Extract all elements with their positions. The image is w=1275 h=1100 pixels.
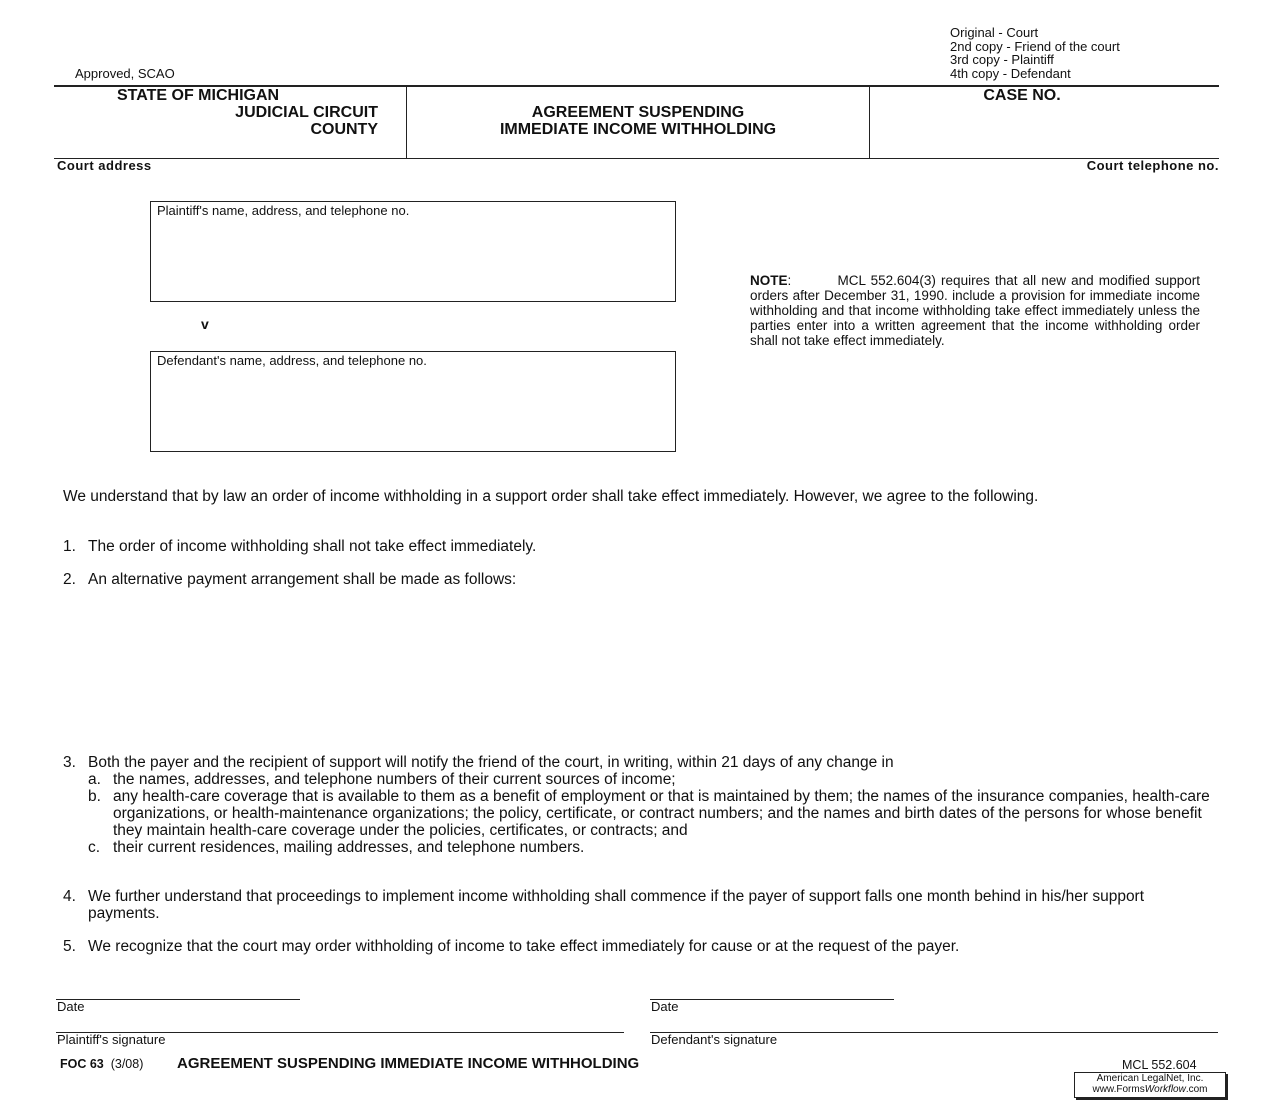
item-3a-text: the names, addresses, and telephone numbers of their current sources of income; — [113, 771, 676, 788]
note-label: NOTE — [750, 273, 788, 288]
date-right-label: Date — [651, 999, 679, 1014]
form-title — [407, 104, 869, 138]
item-3-text: Both the payer and the recipient of support will notify the friend of the court, in writing, within 21 days of any change in — [88, 754, 894, 771]
form-title-line1: AGREEMENT SUSPENDING — [531, 104, 745, 121]
approved-scao: Approved, SCAO — [75, 66, 175, 81]
footer-form-id — [60, 1057, 143, 1071]
form-number: FOC 63 — [60, 1057, 104, 1071]
state-label: STATE OF MICHIGAN — [117, 87, 280, 104]
item-5-number: 5. — [63, 938, 76, 955]
date-left-line[interactable] — [56, 999, 300, 1000]
copy-original: Original - Court — [950, 25, 1039, 40]
plaintiff-box-label: Plaintiff's name, address, and telephone no. — [157, 203, 410, 218]
court-telephone-label: Court telephone no. — [1086, 158, 1219, 173]
case-no-label: CASE NO. — [983, 87, 1061, 104]
copy-3rd: 3rd copy - Plaintiff — [950, 52, 1054, 67]
header-bottom-rule — [54, 158, 1219, 159]
item-3c-text: their current residences, mailing addresses, and telephone numbers. — [113, 839, 585, 856]
item-1-text: The order of income withholding shall not take effect immediately. — [88, 538, 537, 555]
intro-paragraph: We understand that by law an order of income withholding in a support order shall take effect immediately. However, we agree to the following. — [63, 488, 1039, 505]
court-address-label: Court address — [57, 158, 152, 173]
copy-4th: 4th copy - Defendant — [950, 65, 1071, 81]
item-5 — [63, 938, 1233, 955]
form-revision: (3/08) — [110, 1057, 144, 1071]
alternative-arrangement-area[interactable] — [88, 592, 1208, 742]
item-2-text: An alternative payment arrangement shall be made as follows: — [88, 571, 517, 588]
badge-url: www.FormsWorkflow.com — [1092, 1084, 1208, 1095]
copy-distribution — [950, 26, 1120, 80]
item-3c-letter: c. — [88, 839, 101, 856]
item-4-number: 4. — [63, 888, 76, 905]
item-1 — [63, 538, 1213, 555]
defendant-box-label: Defendant's name, address, and telephone no. — [157, 353, 427, 368]
circuit-label: JUDICIAL CIRCUIT — [235, 104, 378, 121]
item-3a-letter: a. — [88, 771, 101, 788]
court-block — [60, 87, 378, 138]
item-3b-letter: b. — [88, 788, 101, 805]
badge-company: American LegalNet, Inc. — [1096, 1073, 1204, 1084]
item-5-text: We recognize that the court may order withholding of income to take effect immediately for cause or at the request of the payer. — [88, 938, 960, 955]
item-2 — [63, 571, 1213, 588]
versus-label: v — [201, 316, 209, 332]
item-3-number: 3. — [63, 754, 76, 771]
date-right-line[interactable] — [650, 999, 894, 1000]
item-4-text: We further understand that proceedings to implement income withholding shall commence if the payer of support falls one month behind in his/her support payments. — [88, 888, 1145, 922]
form-title-line2: IMMEDIATE INCOME WITHHOLDING — [499, 121, 777, 138]
note-block: NOTE: MCL 552.604(3) requires that all new and modified support orders after December 31, 1990. include a provision for immediate income withholding and that income withholding take effect immediately unless the parties enter into a written agreement that the income withholding order shall not take effect immediately. — [750, 273, 1200, 348]
footer-title: AGREEMENT SUSPENDING IMMEDIATE INCOME WITHHOLDING — [177, 1055, 640, 1072]
legalnet-badge — [1074, 1072, 1226, 1098]
footer-mcl: MCL 552.604 — [1122, 1058, 1197, 1072]
plaintiff-box[interactable] — [150, 201, 676, 302]
defendant-box[interactable] — [150, 351, 676, 452]
note-text: MCL 552.604(3) requires that all new and modified support orders after December 31, 1990. include a provision for immediate income withholding and that income withholding take effect immediately unless the parties enter into a written agreement that the income withholding order shall not take effect immediately. — [750, 273, 1200, 348]
county-label: COUNTY — [310, 121, 378, 138]
item-3b-text: any health-care coverage that is available to them as a benefit of employment or that is maintained by them; the names of the insurance companies, health-care organizations, or health-maintenance organizations; the policy, certificate, or contract numbers; and the names and birth dates of the persons for whose benefit they maintain health-care coverage under the policies, certificates, or contracts; and — [113, 788, 1210, 839]
defendant-signature-label: Defendant's signature — [651, 1032, 778, 1047]
item-1-number: 1. — [63, 538, 76, 555]
date-left-label: Date — [57, 999, 85, 1014]
item-3 — [63, 754, 1223, 856]
plaintiff-signature-label: Plaintiff's signature — [57, 1032, 166, 1047]
item-4 — [63, 888, 1193, 922]
copy-2nd: 2nd copy - Friend of the court — [950, 38, 1120, 54]
item-2-number: 2. — [63, 571, 76, 588]
